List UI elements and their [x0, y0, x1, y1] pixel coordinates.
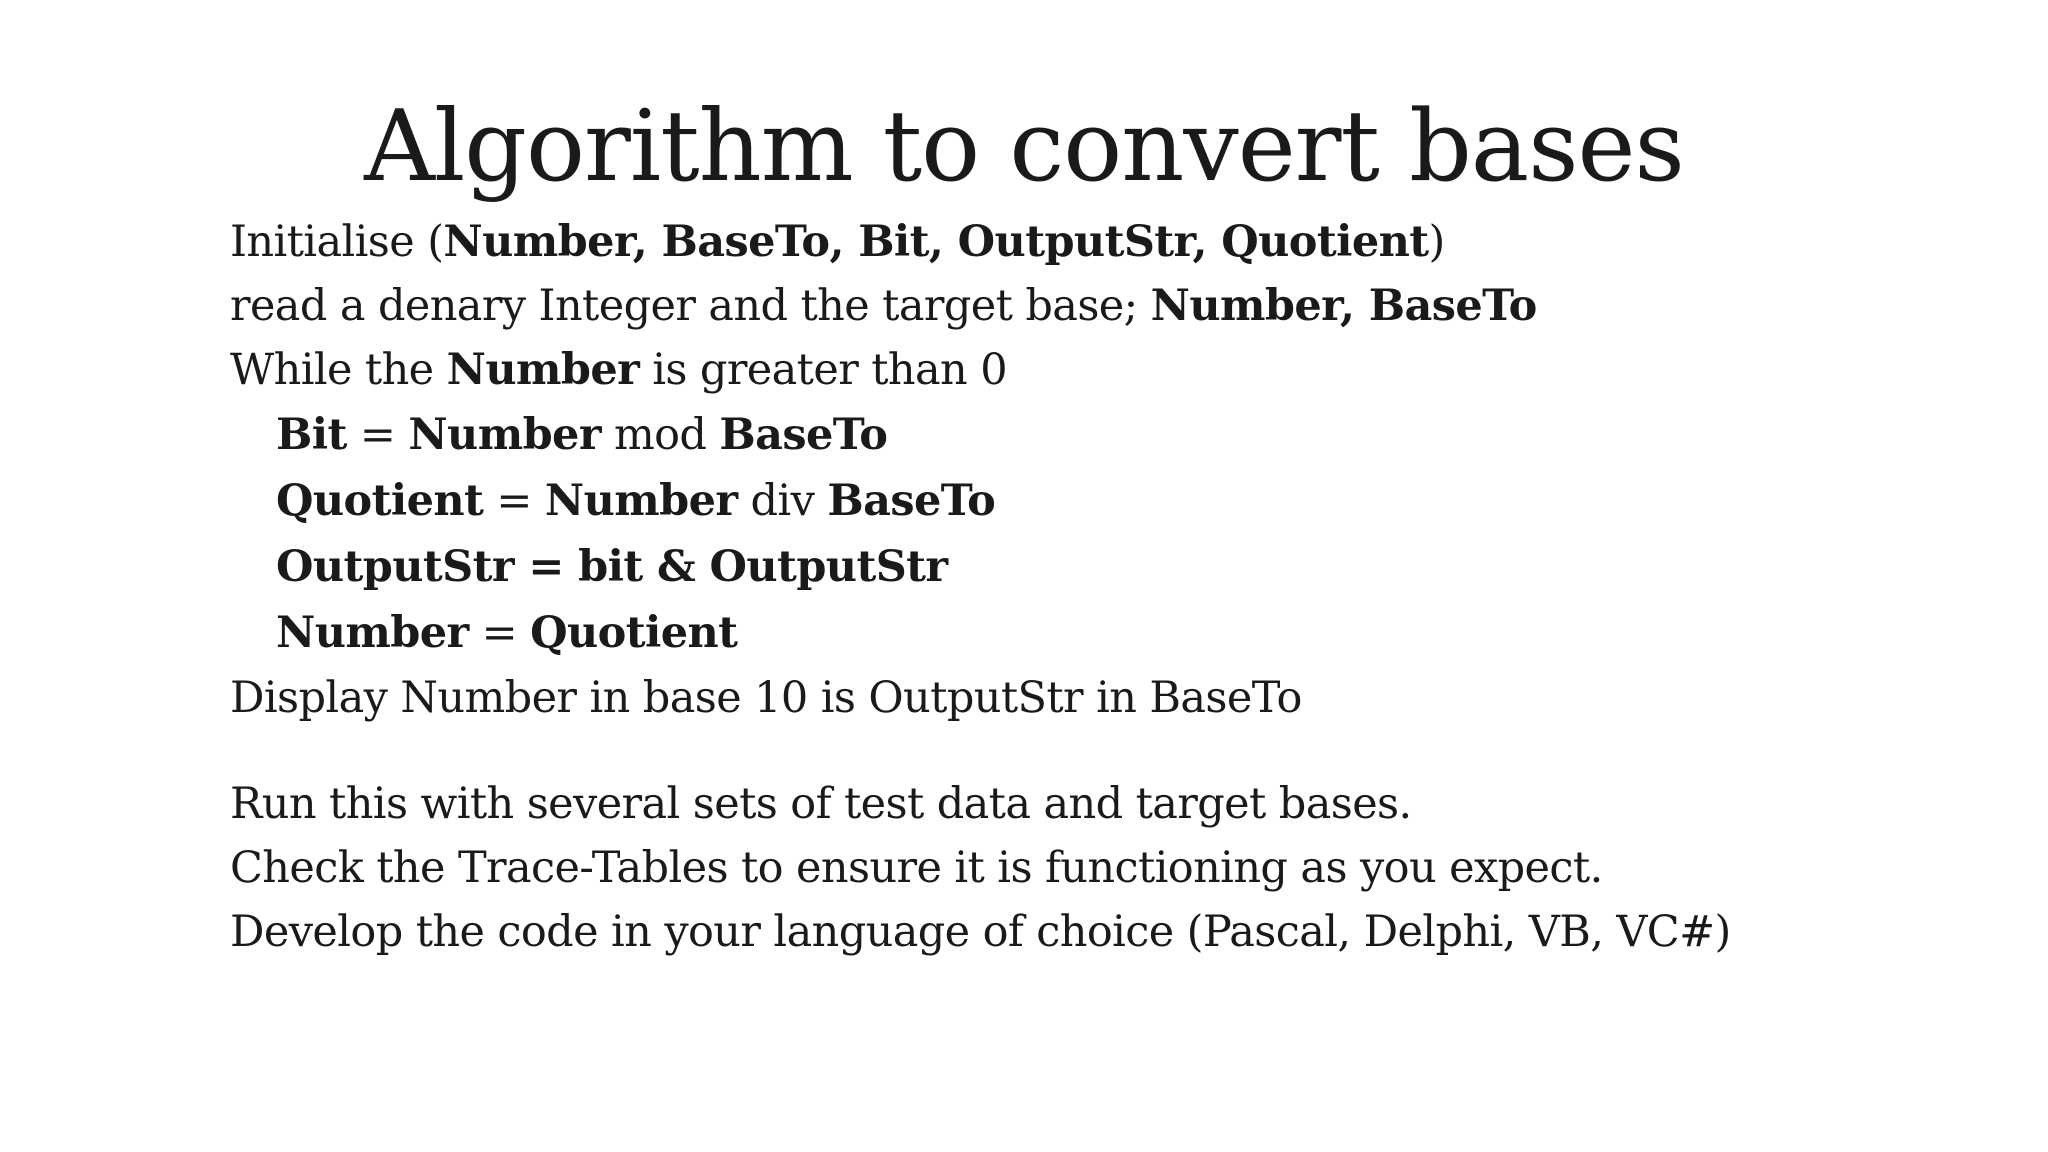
algorithm-line-quotient: [230, 468, 1930, 534]
algorithm-text: div: [737, 476, 828, 526]
algorithm-text: =: [483, 476, 545, 526]
algorithm-variables: Number, BaseTo, Bit, OutputStr, Quotient: [443, 217, 1429, 267]
algorithm-text: Display Number in base 10 is OutputStr in BaseTo: [230, 673, 1302, 723]
algorithm-variable: Number: [408, 410, 601, 460]
instruction-line: Check the Trace-Tables to ensure it is functioning as you expect.: [230, 843, 1603, 893]
algorithm-variable: Number: [544, 476, 738, 526]
algorithm-variable: Quotient: [276, 476, 484, 526]
algorithm-text: is greater than 0: [639, 345, 1007, 395]
algorithm-line-read: [230, 274, 1930, 338]
algorithm-variable: BaseTo: [719, 410, 888, 460]
algorithm-variable: Number: [446, 345, 640, 395]
slide-body: [230, 210, 1930, 964]
algorithm-variable: OutputStr = bit & OutputStr: [276, 542, 948, 592]
algorithm-line-initialise: [230, 210, 1930, 274]
spacer: [230, 730, 1930, 772]
algorithm-variables: Number, BaseTo: [1150, 281, 1537, 331]
algorithm-text: ): [1428, 217, 1445, 267]
instruction-line: Run this with several sets of test data and target bases.: [230, 779, 1412, 829]
algorithm-text: =: [346, 410, 409, 460]
algorithm-line-outputstr: [230, 534, 1930, 600]
algorithm-text: Initialise (: [230, 217, 444, 267]
algorithm-line-display: [230, 666, 1930, 730]
algorithm-variable: Number: [276, 608, 469, 658]
algorithm-line-while: [230, 338, 1930, 402]
slide-title: Algorithm to convert bases: [364, 90, 1684, 204]
algorithm-text: While the: [230, 345, 447, 395]
algorithm-variable: Bit: [276, 410, 347, 460]
algorithm-line-number: [230, 600, 1930, 666]
algorithm-text: mod: [600, 410, 720, 460]
algorithm-line-bit: [230, 402, 1930, 468]
instruction-line: Develop the code in your language of choice (Pascal, Delphi, VB, VC#): [230, 907, 1731, 957]
algorithm-text: =: [468, 608, 531, 658]
algorithm-variable: Quotient: [530, 608, 738, 658]
algorithm-text: read a denary Integer and the target base;: [230, 281, 1151, 331]
algorithm-variable: BaseTo: [827, 476, 996, 526]
